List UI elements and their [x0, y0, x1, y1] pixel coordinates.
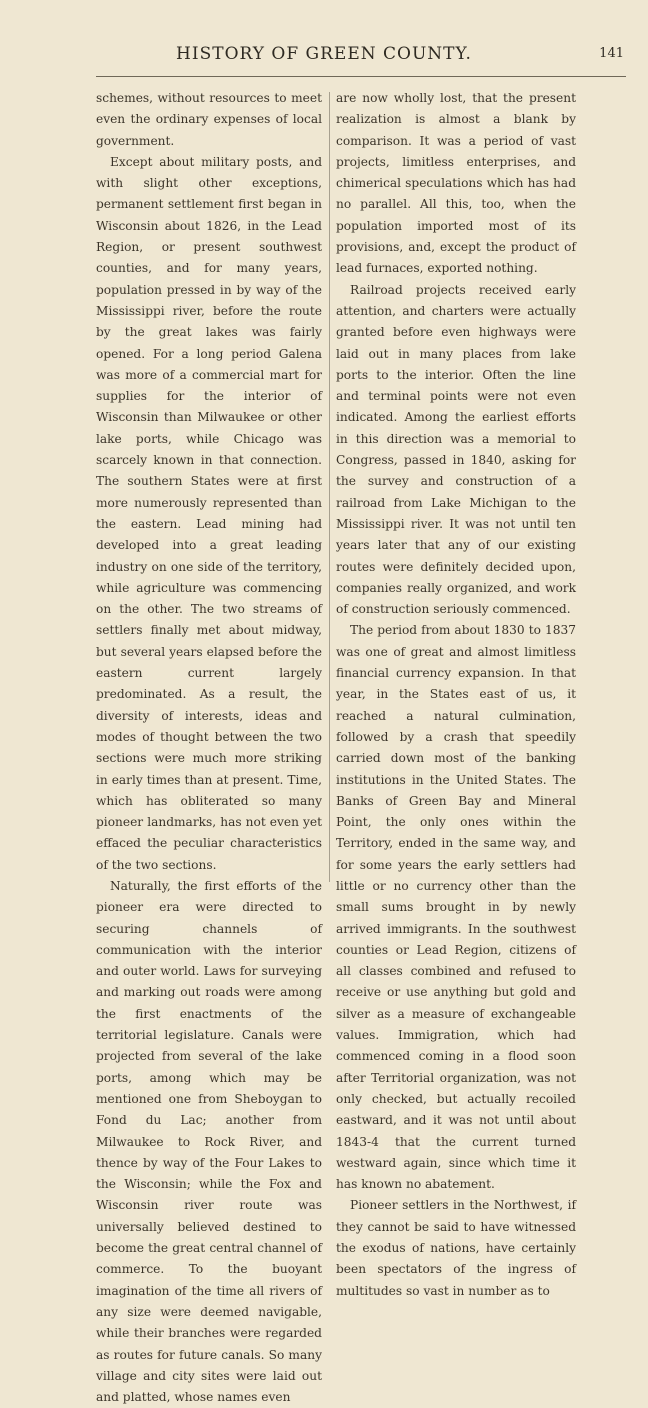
page-number: 141: [599, 46, 624, 61]
column-divider: [329, 92, 330, 882]
left-column: [96, 88, 322, 1405]
paragraph: The period from about 1830 to 1837 was one of great and almost limitless financial currency expansion. In that year, in the States east of us, it reached a natural culmination, followed by a crash that speedily carried down most of the banking institutions in the United States. The Banks of Green Bay and Mineral Point, the only ones within the Territory, ended in the same way, and for some years the early settlers had little or no currency other than the small sums brought in by newly arrived immigrants. In the southwest counties or Lead Region, citizens of all classes combined and refused to receive or use anything but gold and silver as a measure of exchangeable values. Immigration, which had commenced coming in a flood soon after Territorial organization, was not only checked, but actually recoiled eastward, and it was not until about 1843-4 that the current turned westward again, since which time it has known no abatement.: [336, 623, 576, 1192]
paragraph: schemes, without resources to meet even the ordinary expenses of local government.: [96, 91, 322, 148]
page-header: [0, 40, 648, 68]
paragraph: Except about military posts, and with slight other exceptions, permanent settlement first began in Wisconsin about 1826, in the Lead Region, or present southwest counties, and for many years, population pressed in by way of the Mississippi river, before the route by the great lakes was fairly opened. For a long period Galena was more of a commercial mart for supplies for the interior of Wisconsin than Milwaukee or other lake ports, while Chicago was scarcely known in that connection. The southern States were at first more numerously represented than the eastern. Lead mining had developed into a great leading industry on one side of the territory, while agriculture was commencing on the other. The two streams of settlers finally met about midway, but several years elapsed before the eastern current largely predominated. As a result, the diversity of interests, ideas and modes of thought between the two sections were much more striking in early times than at present. Time, which has obliterated so many pioneer landmarks, has not even yet effaced the peculiar characteristics of the two sections.: [96, 154, 322, 872]
paragraph: Railroad projects received early attention, and charters were actually granted before even highways were laid out in many places from lake ports to the interior. Often the line and terminal points were not even indicated. Among the earliest efforts in this direction was a memorial to Congress, passed in 1840, asking for the survey and construction of a railroad from Lake Michigan to the Mississippi river. It was not until ten years later that any of our existing routes were definitely decided upon, companies really organized, and work of construction seriously commenced.: [336, 282, 576, 617]
paragraph: are now wholly lost, that the present realization is almost a blank by comparison. It was a period of vast projects, limitless enterprises, and chimerical speculations which has had no parallel. All this, too, when the population imported most of its provisions, and, except the product of lead furnaces, exported nothing.: [336, 91, 576, 276]
running-title: HISTORY OF GREEN COUNTY.: [176, 44, 472, 64]
paragraph: Naturally, the first efforts of the pioneer era were directed to securing channels of communication with the interior and outer world. Laws for surveying and marking out roads were among the first enactments of the territorial legislature. Canals were projected from several of the lake ports, among which may be mentioned one from Sheboygan to Fond du Lac; another from Milwaukee to Rock River, and thence by way of the Four Lakes to the Wisconsin; while the Fox and Wisconsin river route was universally believed destined to become the great central channel of commerce. To the buoyant imagination of the time all rivers of any size were deemed navigable, while their branches were regarded as routes for future canals. So many village and city sites were laid out and platted, whose names even: [96, 878, 322, 1405]
paragraph: Pioneer settlers in the Northwest, if they cannot be said to have witnessed the exodus of nations, have certainly been spectators of the ingress of multitudes so vast in number as to: [336, 1198, 576, 1298]
text-columns: [96, 88, 626, 1405]
header-rule: [96, 76, 626, 77]
right-column: [336, 88, 576, 1298]
